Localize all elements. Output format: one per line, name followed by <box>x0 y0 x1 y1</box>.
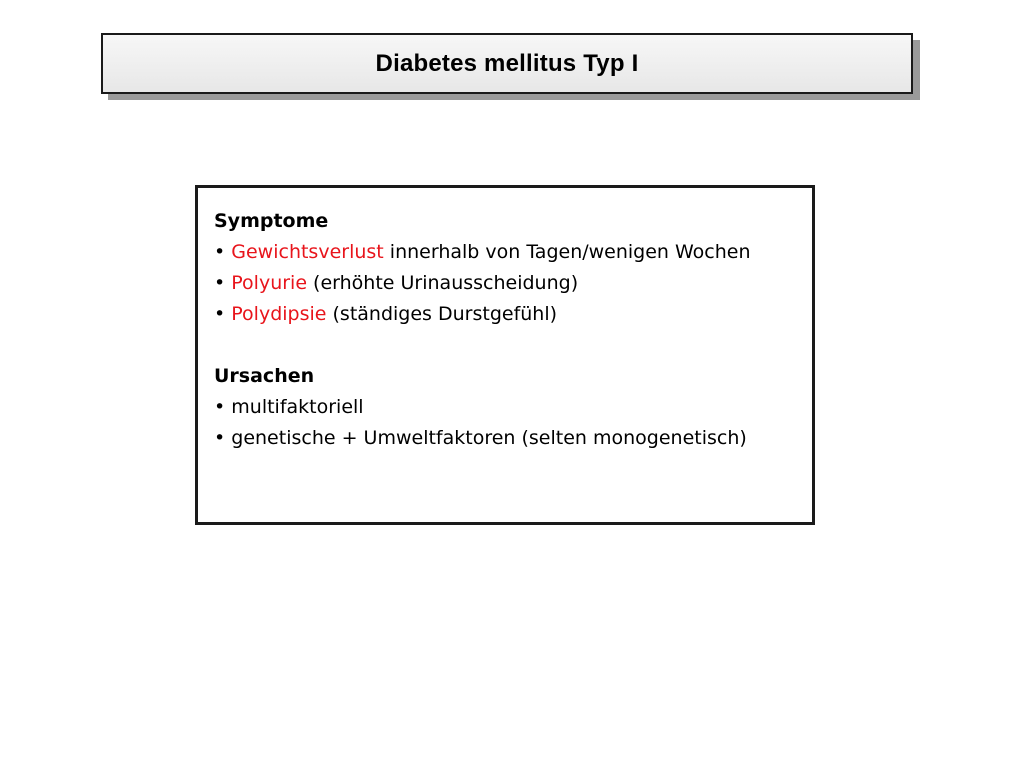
bullet: • <box>214 241 226 263</box>
cause-text: multifaktoriell <box>231 396 364 418</box>
cause-item <box>214 423 812 454</box>
bullet: • <box>214 427 226 449</box>
section-spacer <box>214 330 812 361</box>
symptom-item <box>214 237 812 268</box>
symptom-term: Gewichtsverlust <box>231 241 384 263</box>
symptom-item <box>214 268 812 299</box>
symptom-item <box>214 299 812 330</box>
bullet: • <box>214 396 226 418</box>
symptom-description: (erhöhte Urinausscheidung) <box>307 272 579 294</box>
bullet: • <box>214 272 226 294</box>
causes-heading: Ursachen <box>214 365 315 387</box>
symptoms-heading: Symptome <box>214 210 329 232</box>
slide-title: Diabetes mellitus Typ I <box>375 49 639 77</box>
symptom-description: (ständiges Durstgefühl) <box>326 303 558 325</box>
cause-item <box>214 392 812 423</box>
content-box <box>195 185 815 525</box>
cause-text: genetische + Umweltfaktoren (selten monogenetisch) <box>231 427 747 449</box>
bullet: • <box>214 303 226 325</box>
symptom-description: innerhalb von Tagen/wenigen Wochen <box>383 241 751 263</box>
symptom-term: Polydipsie <box>231 303 327 325</box>
title-box <box>101 33 913 94</box>
symptom-term: Polyurie <box>231 272 308 294</box>
